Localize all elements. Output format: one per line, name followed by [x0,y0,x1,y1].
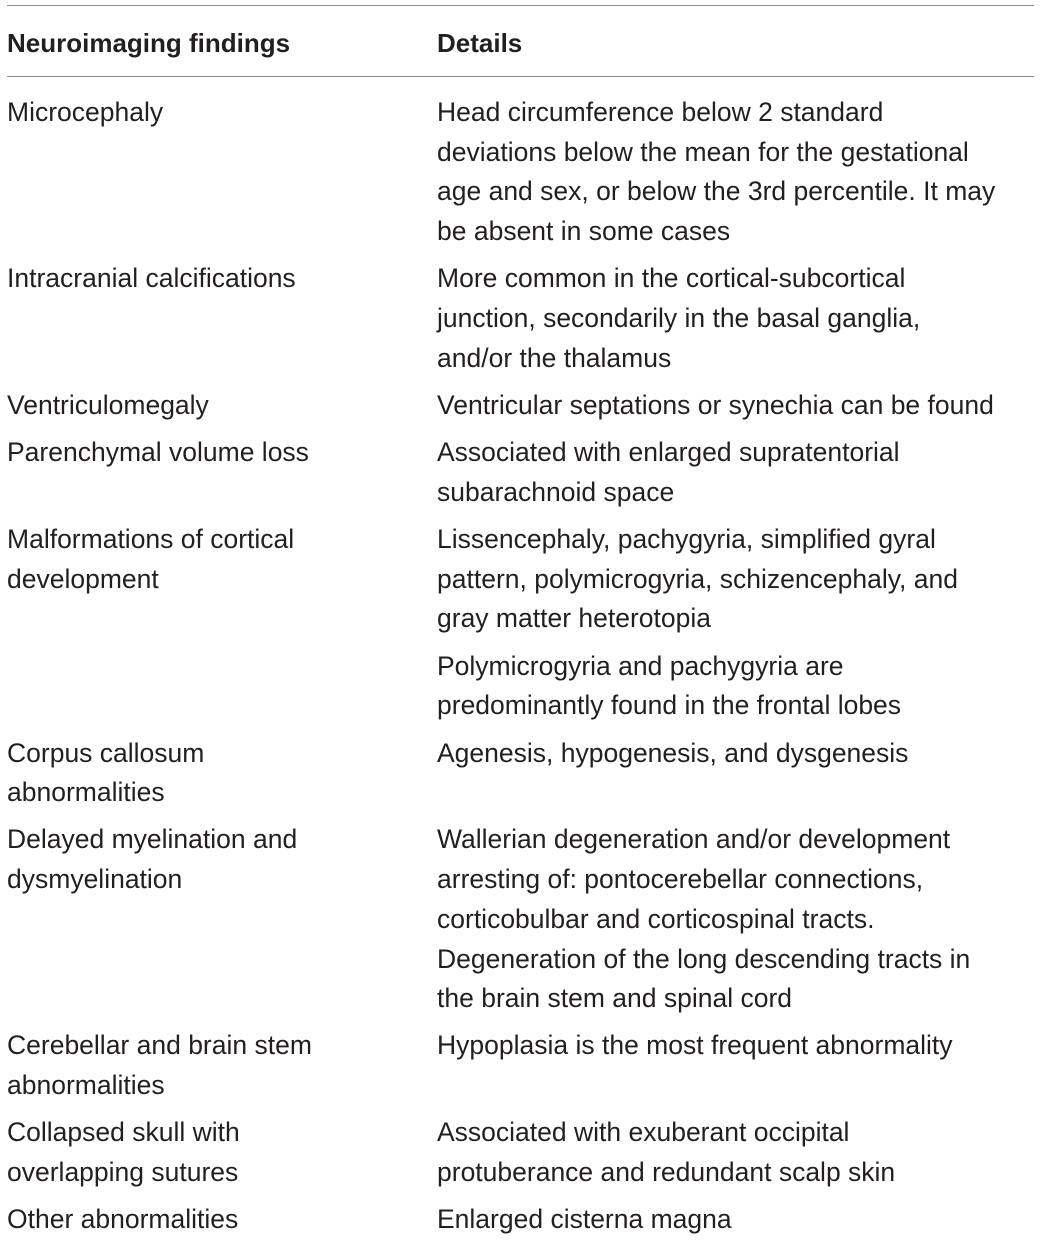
table-row [7,734,1034,813]
details-line: pattern, polymicrogyria, schizencephaly, and [437,563,958,594]
details-line: protuberance and redundant scalp skin [437,1157,896,1188]
table-header-row [7,6,1034,77]
details-line: Polymicrogyria and pachygyria are [437,650,844,681]
details-line: arresting of: pontocerebellar connections, [437,864,924,895]
table-row [7,386,1034,426]
details-line: More common in the cortical-subcortical [437,263,906,294]
details-cell [437,820,1034,1019]
details-cell [437,1026,1034,1105]
finding-cell [7,734,437,813]
finding-line: Intracranial calcifications [7,263,296,294]
header-findings: Neuroimaging findings [7,28,291,58]
table-row [7,93,1034,252]
table-row [7,433,1034,512]
table-row [7,1113,1034,1192]
finding-line: Parenchymal volume loss [7,437,309,468]
details-line: subarachnoid space [437,476,675,507]
header-details: Details [437,28,523,58]
details-cell [437,1113,1034,1192]
finding-line: Cerebellar and brain stem [7,1030,312,1061]
details-line: deviations below the mean for the gestational [437,136,969,167]
finding-line: Collapsed skull with [7,1117,240,1148]
details-line: the brain stem and spinal cord [437,983,793,1014]
table-row [7,820,1034,1019]
finding-line: Other abnormalities [7,1204,239,1235]
finding-line: Microcephaly [7,97,164,127]
details-cell [437,1200,1034,1240]
details-cell [437,259,1034,378]
finding-cell [7,259,437,378]
table-row [7,1200,1034,1240]
details-line: Associated with exuberant occipital [437,1117,850,1148]
details-paragraph [437,259,1034,378]
details-paragraph [437,734,1034,774]
details-cell [437,93,1034,252]
details-line: gray matter heterotopia [437,603,711,634]
finding-line: abnormalities [7,1070,165,1101]
details-paragraph [437,433,1034,512]
details-line: Wallerian degeneration and/or development [437,824,951,855]
finding-cell [7,1026,437,1105]
details-line: junction, secondarily in the basal ganglia, [437,303,921,334]
details-line: Associated with enlarged supratentorial [437,437,900,468]
details-paragraph [437,93,1034,252]
finding-line: Malformations of cortical [7,524,295,555]
details-cell [437,386,1034,426]
finding-line: dysmyelination [7,864,183,895]
details-line: Lissencephaly, pachygyria, simplified gyral [437,524,936,555]
details-paragraph [437,1113,1034,1192]
finding-line: abnormalities [7,777,165,808]
finding-cell [7,1200,437,1240]
details-line: Head circumference below 2 standard [437,97,884,127]
details-line: Ventricular septations or synechia can be found [437,389,994,420]
finding-cell [7,1113,437,1192]
finding-cell [7,433,437,512]
finding-cell [7,386,437,426]
details-cell [437,734,1034,813]
finding-cell [7,93,437,252]
details-line: Enlarged cisterna magna [437,1204,732,1235]
details-line: and/or the thalamus [437,342,672,373]
table-row [7,1026,1034,1105]
details-line: Degeneration of the long descending tracts in [437,943,971,974]
finding-cell [7,520,437,726]
details-line: Hypoplasia is the most frequent abnormality [437,1030,953,1061]
finding-line: Delayed myelination and [7,824,298,855]
finding-line: overlapping sutures [7,1157,239,1188]
finding-line: Ventriculomegaly [7,389,209,420]
finding-cell [7,820,437,1019]
details-paragraph [437,520,1034,639]
neuroimaging-table [7,5,1034,1247]
details-paragraph [437,820,1034,1019]
details-paragraph [437,1026,1034,1066]
finding-line: Corpus callosum [7,737,205,768]
details-line: Agenesis, hypogenesis, and dysgenesis [437,737,909,768]
details-line: corticobulbar and corticospinal tracts. [437,903,875,934]
table-body [7,77,1034,1240]
details-line: be absent in some cases [437,216,731,247]
details-paragraph [437,386,1034,426]
details-cell [437,433,1034,512]
finding-line: development [7,563,159,594]
details-paragraph [437,647,1034,726]
details-line: age and sex, or below the 3rd percentile. It may [437,176,996,207]
details-cell [437,520,1034,726]
details-line: predominantly found in the frontal lobes [437,690,902,721]
details-paragraph [437,1200,1034,1240]
table-row [7,259,1034,378]
table-row [7,520,1034,726]
